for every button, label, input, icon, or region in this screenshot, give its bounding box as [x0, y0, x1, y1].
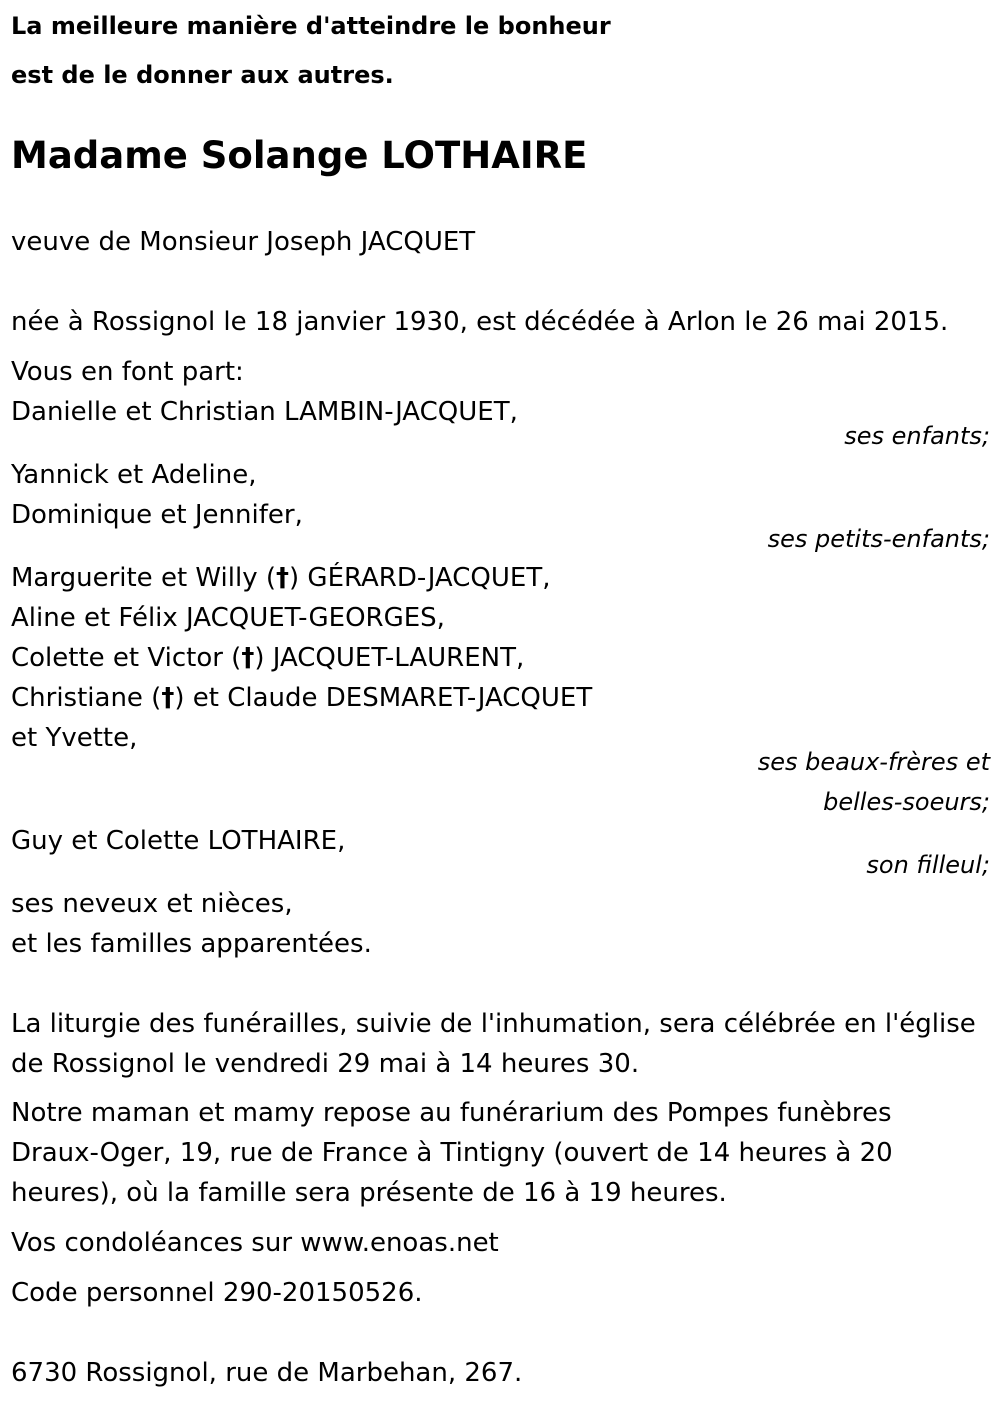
- godson-relation: son filleul;: [866, 851, 990, 879]
- address-line: 6730 Rossignol, rue de Marbehan, 267.: [11, 1358, 523, 1388]
- spouse-line: veuve de Monsieur Joseph JACQUET: [11, 227, 476, 257]
- in-law-line-5: et Yvette,: [11, 723, 138, 753]
- liturgy-line-2: de Rossignol le vendredi 29 mai à 14 heures 30.: [11, 1049, 640, 1079]
- cross-icon: †: [161, 683, 175, 713]
- others-line-2: et les familles apparentées.: [11, 929, 372, 959]
- condolences-line: Vos condoléances sur www.enoas.net: [11, 1228, 499, 1258]
- birth-death-line: née à Rossignol le 18 janvier 1930, est décédée à Arlon le 26 mai 2015.: [11, 307, 949, 337]
- cross-icon: †: [276, 563, 290, 593]
- grandchildren-relation: ses petits-enfants;: [767, 525, 990, 553]
- motto-line-2: est de le donner aux autres.: [11, 61, 394, 89]
- grandchild-line-1: Yannick et Adeline,: [11, 460, 257, 490]
- deceased-name: Madame Solange LOTHAIRE: [11, 134, 588, 177]
- others-line-1: ses neveux et nièces,: [11, 889, 293, 919]
- funerarium-line-1: Notre maman et mamy repose au funérarium des Pompes funèbres: [11, 1098, 892, 1128]
- in-laws-relation-line-2: belles-soeurs;: [823, 788, 990, 816]
- grandchild-line-2: Dominique et Jennifer,: [11, 500, 303, 530]
- in-law-line-1: Marguerite et Willy (†) GÉRARD-JACQUET,: [11, 563, 551, 593]
- liturgy-line-1: La liturgie des funérailles, suivie de l'inhumation, sera célébrée en l'église: [11, 1009, 976, 1039]
- personal-code: Code personnel 290-20150526.: [11, 1278, 423, 1308]
- children-names: Danielle et Christian LAMBIN-JACQUET,: [11, 397, 518, 427]
- funerarium-line-3: heures), où la famille sera présente de 16 à 19 heures.: [11, 1178, 727, 1208]
- motto-line-1: La meilleure manière d'atteindre le bonheur: [11, 12, 611, 40]
- cross-icon: †: [241, 643, 255, 673]
- godson-names: Guy et Colette LOTHAIRE,: [11, 826, 346, 856]
- in-law-line-4: Christiane (†) et Claude DESMARET-JACQUET: [11, 683, 593, 713]
- in-law-line-3: Colette et Victor (†) JACQUET-LAURENT,: [11, 643, 525, 673]
- in-laws-relation-line-1: ses beaux-frères et: [757, 748, 990, 776]
- children-relation: ses enfants;: [844, 422, 990, 450]
- in-law-line-2: Aline et Félix JACQUET-GEORGES,: [11, 603, 445, 633]
- funerarium-line-2: Draux-Oger, 19, rue de France à Tintigny (ouvert de 14 heures à 20: [11, 1138, 893, 1168]
- announcers-intro: Vous en font part:: [11, 357, 244, 387]
